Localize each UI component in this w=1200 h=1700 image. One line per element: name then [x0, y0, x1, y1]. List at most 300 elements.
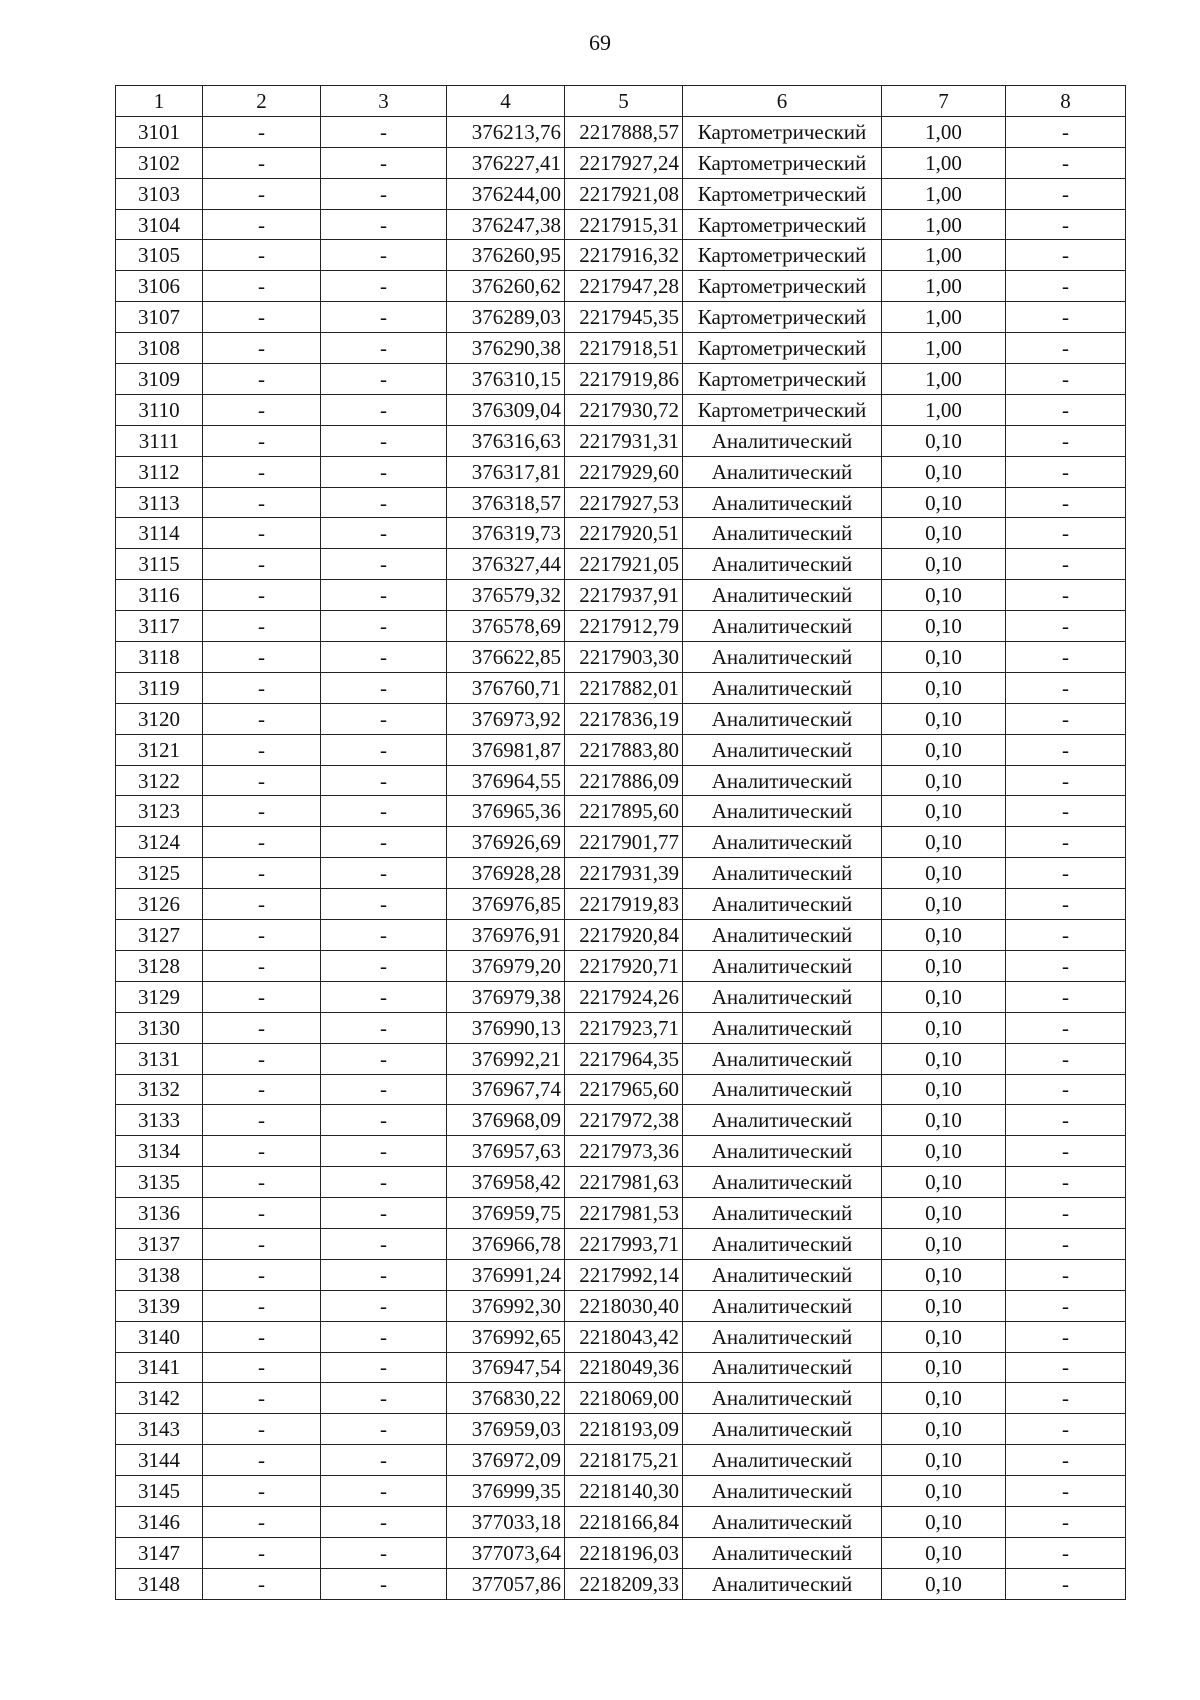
- page-number: 69: [589, 30, 611, 55]
- y-coordinate-cell: 2218049,36: [565, 1352, 683, 1383]
- table-row: [116, 394, 1126, 425]
- col3-cell: -: [321, 1259, 447, 1290]
- accuracy-cell: 0,10: [882, 950, 1006, 981]
- table-row: [116, 456, 1126, 487]
- table-row: [116, 178, 1126, 209]
- accuracy-cell: 0,10: [882, 1445, 1006, 1476]
- point-number-cell: 3137: [116, 1228, 203, 1259]
- method-cell: Аналитический: [683, 672, 882, 703]
- method-cell: Аналитический: [683, 1568, 882, 1599]
- col3-cell: -: [321, 1506, 447, 1537]
- accuracy-cell: 0,10: [882, 642, 1006, 673]
- point-number-cell: 3139: [116, 1290, 203, 1321]
- col8-cell: -: [1006, 394, 1126, 425]
- point-number-cell: 3102: [116, 147, 203, 178]
- col3-cell: -: [321, 1198, 447, 1229]
- table-row: [116, 209, 1126, 240]
- accuracy-cell: 0,10: [882, 672, 1006, 703]
- method-cell: Аналитический: [683, 611, 882, 642]
- col3-cell: -: [321, 827, 447, 858]
- y-coordinate-cell: 2218175,21: [565, 1445, 683, 1476]
- column-header: 8: [1006, 86, 1126, 117]
- y-coordinate-cell: 2217915,31: [565, 209, 683, 240]
- col3-cell: -: [321, 333, 447, 364]
- method-cell: Аналитический: [683, 1290, 882, 1321]
- point-number-cell: 3123: [116, 796, 203, 827]
- col2-cell: -: [203, 1167, 321, 1198]
- y-coordinate-cell: 2217921,08: [565, 178, 683, 209]
- col8-cell: -: [1006, 425, 1126, 456]
- x-coordinate-cell: 376316,63: [447, 425, 565, 456]
- x-coordinate-cell: 376244,00: [447, 178, 565, 209]
- y-coordinate-cell: 2217882,01: [565, 672, 683, 703]
- col8-cell: -: [1006, 1383, 1126, 1414]
- col3-cell: -: [321, 981, 447, 1012]
- x-coordinate-cell: 376227,41: [447, 147, 565, 178]
- accuracy-cell: 0,10: [882, 611, 1006, 642]
- col2-cell: -: [203, 425, 321, 456]
- col8-cell: -: [1006, 1321, 1126, 1352]
- accuracy-cell: 1,00: [882, 178, 1006, 209]
- x-coordinate-cell: 376213,76: [447, 116, 565, 147]
- col3-cell: -: [321, 240, 447, 271]
- y-coordinate-cell: 2217929,60: [565, 456, 683, 487]
- point-number-cell: 3136: [116, 1198, 203, 1229]
- accuracy-cell: 0,10: [882, 1105, 1006, 1136]
- col2-cell: -: [203, 302, 321, 333]
- col2-cell: -: [203, 1259, 321, 1290]
- col3-cell: -: [321, 1290, 447, 1321]
- accuracy-cell: 0,10: [882, 765, 1006, 796]
- col8-cell: -: [1006, 1043, 1126, 1074]
- col8-cell: -: [1006, 796, 1126, 827]
- col8-cell: -: [1006, 1105, 1126, 1136]
- table-row: [116, 549, 1126, 580]
- col2-cell: -: [203, 950, 321, 981]
- y-coordinate-cell: 2217919,86: [565, 364, 683, 395]
- table-row: [116, 1105, 1126, 1136]
- x-coordinate-cell: 376317,81: [447, 456, 565, 487]
- y-coordinate-cell: 2217921,05: [565, 549, 683, 580]
- accuracy-cell: 1,00: [882, 271, 1006, 302]
- table-row: [116, 920, 1126, 951]
- table-row: [116, 1321, 1126, 1352]
- accuracy-cell: 0,10: [882, 1290, 1006, 1321]
- point-number-cell: 3125: [116, 858, 203, 889]
- table-row: [116, 765, 1126, 796]
- method-cell: Аналитический: [683, 765, 882, 796]
- table-row: [116, 1012, 1126, 1043]
- col8-cell: -: [1006, 1198, 1126, 1229]
- col2-cell: -: [203, 364, 321, 395]
- col2-cell: -: [203, 1352, 321, 1383]
- column-header: 6: [683, 86, 882, 117]
- y-coordinate-cell: 2217981,53: [565, 1198, 683, 1229]
- col8-cell: -: [1006, 116, 1126, 147]
- point-number-cell: 3128: [116, 950, 203, 981]
- point-number-cell: 3113: [116, 487, 203, 518]
- y-coordinate-cell: 2217920,71: [565, 950, 683, 981]
- point-number-cell: 3111: [116, 425, 203, 456]
- table-row: [116, 1259, 1126, 1290]
- point-number-cell: 3117: [116, 611, 203, 642]
- col2-cell: -: [203, 1290, 321, 1321]
- method-cell: Картометрический: [683, 209, 882, 240]
- col8-cell: -: [1006, 1476, 1126, 1507]
- col3-cell: -: [321, 147, 447, 178]
- table-row: [116, 1476, 1126, 1507]
- point-number-cell: 3120: [116, 703, 203, 734]
- x-coordinate-cell: 376622,85: [447, 642, 565, 673]
- col8-cell: -: [1006, 302, 1126, 333]
- col3-cell: -: [321, 178, 447, 209]
- col2-cell: -: [203, 333, 321, 364]
- col8-cell: -: [1006, 1167, 1126, 1198]
- table-row: [116, 1228, 1126, 1259]
- method-cell: Аналитический: [683, 703, 882, 734]
- table-row: [116, 611, 1126, 642]
- method-cell: Аналитический: [683, 1414, 882, 1445]
- col2-cell: -: [203, 796, 321, 827]
- y-coordinate-cell: 2217927,53: [565, 487, 683, 518]
- x-coordinate-cell: 376979,20: [447, 950, 565, 981]
- y-coordinate-cell: 2217931,39: [565, 858, 683, 889]
- col2-cell: -: [203, 178, 321, 209]
- method-cell: Аналитический: [683, 827, 882, 858]
- col3-cell: -: [321, 1476, 447, 1507]
- col2-cell: -: [203, 734, 321, 765]
- table-row: [116, 827, 1126, 858]
- accuracy-cell: 1,00: [882, 333, 1006, 364]
- point-number-cell: 3126: [116, 889, 203, 920]
- col3-cell: -: [321, 518, 447, 549]
- accuracy-cell: 0,10: [882, 1228, 1006, 1259]
- col8-cell: -: [1006, 178, 1126, 209]
- accuracy-cell: 0,10: [882, 1074, 1006, 1105]
- col3-cell: -: [321, 1043, 447, 1074]
- col3-cell: -: [321, 1167, 447, 1198]
- y-coordinate-cell: 2217916,32: [565, 240, 683, 271]
- table-row: [116, 1136, 1126, 1167]
- y-coordinate-cell: 2217937,91: [565, 580, 683, 611]
- table-row: [116, 1414, 1126, 1445]
- x-coordinate-cell: 376976,91: [447, 920, 565, 951]
- method-cell: Картометрический: [683, 116, 882, 147]
- point-number-cell: 3138: [116, 1259, 203, 1290]
- col2-cell: -: [203, 642, 321, 673]
- col2-cell: -: [203, 981, 321, 1012]
- col8-cell: -: [1006, 642, 1126, 673]
- x-coordinate-cell: 376830,22: [447, 1383, 565, 1414]
- method-cell: Картометрический: [683, 302, 882, 333]
- method-cell: Аналитический: [683, 858, 882, 889]
- point-number-cell: 3103: [116, 178, 203, 209]
- y-coordinate-cell: 2217981,63: [565, 1167, 683, 1198]
- col3-cell: -: [321, 734, 447, 765]
- table-row: [116, 1352, 1126, 1383]
- method-cell: Аналитический: [683, 580, 882, 611]
- y-coordinate-cell: 2217886,09: [565, 765, 683, 796]
- col8-cell: -: [1006, 1290, 1126, 1321]
- table-row: [116, 1074, 1126, 1105]
- table-row: [116, 858, 1126, 889]
- method-cell: Аналитический: [683, 889, 882, 920]
- col2-cell: -: [203, 271, 321, 302]
- col3-cell: -: [321, 1568, 447, 1599]
- x-coordinate-cell: 376966,78: [447, 1228, 565, 1259]
- accuracy-cell: 0,10: [882, 1506, 1006, 1537]
- x-coordinate-cell: 376578,69: [447, 611, 565, 642]
- col3-cell: -: [321, 364, 447, 395]
- method-cell: Аналитический: [683, 1445, 882, 1476]
- col3-cell: -: [321, 116, 447, 147]
- x-coordinate-cell: 376290,38: [447, 333, 565, 364]
- col8-cell: -: [1006, 1414, 1126, 1445]
- col8-cell: -: [1006, 1259, 1126, 1290]
- method-cell: Аналитический: [683, 456, 882, 487]
- y-coordinate-cell: 2217973,36: [565, 1136, 683, 1167]
- accuracy-cell: 0,10: [882, 858, 1006, 889]
- method-cell: Аналитический: [683, 950, 882, 981]
- y-coordinate-cell: 2217924,26: [565, 981, 683, 1012]
- col8-cell: -: [1006, 364, 1126, 395]
- table-row: [116, 950, 1126, 981]
- y-coordinate-cell: 2217964,35: [565, 1043, 683, 1074]
- y-coordinate-cell: 2218043,42: [565, 1321, 683, 1352]
- col3-cell: -: [321, 1321, 447, 1352]
- point-number-cell: 3129: [116, 981, 203, 1012]
- x-coordinate-cell: 376973,92: [447, 703, 565, 734]
- y-coordinate-cell: 2218193,09: [565, 1414, 683, 1445]
- y-coordinate-cell: 2218069,00: [565, 1383, 683, 1414]
- accuracy-cell: 1,00: [882, 209, 1006, 240]
- accuracy-cell: 0,10: [882, 1414, 1006, 1445]
- y-coordinate-cell: 2217920,51: [565, 518, 683, 549]
- y-coordinate-cell: 2218140,30: [565, 1476, 683, 1507]
- col8-cell: -: [1006, 1074, 1126, 1105]
- accuracy-cell: 0,10: [882, 827, 1006, 858]
- y-coordinate-cell: 2218166,84: [565, 1506, 683, 1537]
- method-cell: Аналитический: [683, 425, 882, 456]
- table-row: [116, 672, 1126, 703]
- point-number-cell: 3142: [116, 1383, 203, 1414]
- col3-cell: -: [321, 1383, 447, 1414]
- accuracy-cell: 0,10: [882, 580, 1006, 611]
- method-cell: Аналитический: [683, 796, 882, 827]
- method-cell: Аналитический: [683, 1074, 882, 1105]
- accuracy-cell: 0,10: [882, 1352, 1006, 1383]
- point-number-cell: 3104: [116, 209, 203, 240]
- col2-cell: -: [203, 209, 321, 240]
- x-coordinate-cell: 377073,64: [447, 1537, 565, 1568]
- x-coordinate-cell: 376992,21: [447, 1043, 565, 1074]
- point-number-cell: 3133: [116, 1105, 203, 1136]
- col8-cell: -: [1006, 271, 1126, 302]
- col2-cell: -: [203, 487, 321, 518]
- accuracy-cell: 0,10: [882, 487, 1006, 518]
- x-coordinate-cell: 376579,32: [447, 580, 565, 611]
- col2-cell: -: [203, 456, 321, 487]
- accuracy-cell: 0,10: [882, 456, 1006, 487]
- point-number-cell: 3146: [116, 1506, 203, 1537]
- point-number-cell: 3105: [116, 240, 203, 271]
- y-coordinate-cell: 2218209,33: [565, 1568, 683, 1599]
- x-coordinate-cell: 376999,35: [447, 1476, 565, 1507]
- col8-cell: -: [1006, 1136, 1126, 1167]
- col8-cell: -: [1006, 1537, 1126, 1568]
- col8-cell: -: [1006, 734, 1126, 765]
- col2-cell: -: [203, 116, 321, 147]
- col2-cell: -: [203, 1136, 321, 1167]
- accuracy-cell: 0,10: [882, 1321, 1006, 1352]
- col8-cell: -: [1006, 1012, 1126, 1043]
- col3-cell: -: [321, 549, 447, 580]
- col8-cell: -: [1006, 1506, 1126, 1537]
- accuracy-cell: 1,00: [882, 147, 1006, 178]
- col8-cell: -: [1006, 981, 1126, 1012]
- col2-cell: -: [203, 1012, 321, 1043]
- method-cell: Картометрический: [683, 240, 882, 271]
- col8-cell: -: [1006, 549, 1126, 580]
- point-number-cell: 3109: [116, 364, 203, 395]
- col3-cell: -: [321, 950, 447, 981]
- col2-cell: -: [203, 1568, 321, 1599]
- table-row: [116, 796, 1126, 827]
- y-coordinate-cell: 2217836,19: [565, 703, 683, 734]
- col3-cell: -: [321, 425, 447, 456]
- table-row: [116, 703, 1126, 734]
- x-coordinate-cell: 376976,85: [447, 889, 565, 920]
- method-cell: Аналитический: [683, 1476, 882, 1507]
- y-coordinate-cell: 2217947,28: [565, 271, 683, 302]
- point-number-cell: 3144: [116, 1445, 203, 1476]
- col8-cell: -: [1006, 827, 1126, 858]
- col3-cell: -: [321, 796, 447, 827]
- table-row: [116, 240, 1126, 271]
- point-number-cell: 3107: [116, 302, 203, 333]
- point-number-cell: 3135: [116, 1167, 203, 1198]
- column-header: 1: [116, 86, 203, 117]
- method-cell: Аналитический: [683, 1136, 882, 1167]
- table-row: [116, 1568, 1126, 1599]
- col2-cell: -: [203, 147, 321, 178]
- col2-cell: -: [203, 1105, 321, 1136]
- y-coordinate-cell: 2218196,03: [565, 1537, 683, 1568]
- y-coordinate-cell: 2217903,30: [565, 642, 683, 673]
- table-row: [116, 1383, 1126, 1414]
- x-coordinate-cell: 376947,54: [447, 1352, 565, 1383]
- x-coordinate-cell: 376309,04: [447, 394, 565, 425]
- table-row: [116, 981, 1126, 1012]
- table-row: [116, 734, 1126, 765]
- accuracy-cell: 0,10: [882, 1259, 1006, 1290]
- point-number-cell: 3131: [116, 1043, 203, 1074]
- table-row: [116, 147, 1126, 178]
- column-header: 4: [447, 86, 565, 117]
- col2-cell: -: [203, 703, 321, 734]
- accuracy-cell: 0,10: [882, 981, 1006, 1012]
- point-number-cell: 3114: [116, 518, 203, 549]
- col2-cell: -: [203, 518, 321, 549]
- method-cell: Аналитический: [683, 1537, 882, 1568]
- table-row: [116, 116, 1126, 147]
- accuracy-cell: 1,00: [882, 302, 1006, 333]
- col3-cell: -: [321, 765, 447, 796]
- accuracy-cell: 1,00: [882, 394, 1006, 425]
- column-header: 5: [565, 86, 683, 117]
- accuracy-cell: 0,10: [882, 549, 1006, 580]
- method-cell: Аналитический: [683, 487, 882, 518]
- col3-cell: -: [321, 920, 447, 951]
- accuracy-cell: 1,00: [882, 116, 1006, 147]
- y-coordinate-cell: 2217992,14: [565, 1259, 683, 1290]
- table-body: [116, 116, 1126, 1599]
- col2-cell: -: [203, 920, 321, 951]
- point-number-cell: 3132: [116, 1074, 203, 1105]
- x-coordinate-cell: 376319,73: [447, 518, 565, 549]
- x-coordinate-cell: 376959,03: [447, 1414, 565, 1445]
- y-coordinate-cell: 2217945,35: [565, 302, 683, 333]
- col3-cell: -: [321, 487, 447, 518]
- method-cell: Картометрический: [683, 147, 882, 178]
- col8-cell: -: [1006, 672, 1126, 703]
- y-coordinate-cell: 2217931,31: [565, 425, 683, 456]
- x-coordinate-cell: 376310,15: [447, 364, 565, 395]
- point-number-cell: 3106: [116, 271, 203, 302]
- col8-cell: -: [1006, 147, 1126, 178]
- col3-cell: -: [321, 1105, 447, 1136]
- col2-cell: -: [203, 889, 321, 920]
- y-coordinate-cell: 2217883,80: [565, 734, 683, 765]
- col8-cell: -: [1006, 487, 1126, 518]
- col3-cell: -: [321, 1074, 447, 1105]
- point-number-cell: 3122: [116, 765, 203, 796]
- y-coordinate-cell: 2217923,71: [565, 1012, 683, 1043]
- point-number-cell: 3127: [116, 920, 203, 951]
- table-row: [116, 1506, 1126, 1537]
- x-coordinate-cell: 376981,87: [447, 734, 565, 765]
- y-coordinate-cell: 2217993,71: [565, 1228, 683, 1259]
- x-coordinate-cell: 376760,71: [447, 672, 565, 703]
- method-cell: Аналитический: [683, 518, 882, 549]
- col2-cell: -: [203, 1445, 321, 1476]
- table-row: [116, 518, 1126, 549]
- column-header: 2: [203, 86, 321, 117]
- col8-cell: -: [1006, 950, 1126, 981]
- method-cell: Картометрический: [683, 178, 882, 209]
- coordinates-table: [115, 85, 1126, 1600]
- col3-cell: -: [321, 580, 447, 611]
- point-number-cell: 3143: [116, 1414, 203, 1445]
- col8-cell: -: [1006, 703, 1126, 734]
- col3-cell: -: [321, 672, 447, 703]
- accuracy-cell: 0,10: [882, 425, 1006, 456]
- point-number-cell: 3147: [116, 1537, 203, 1568]
- table-row: [116, 1290, 1126, 1321]
- accuracy-cell: 0,10: [882, 1012, 1006, 1043]
- col3-cell: -: [321, 1012, 447, 1043]
- x-coordinate-cell: 376318,57: [447, 487, 565, 518]
- method-cell: Аналитический: [683, 1167, 882, 1198]
- point-number-cell: 3140: [116, 1321, 203, 1352]
- method-cell: Аналитический: [683, 1383, 882, 1414]
- method-cell: Картометрический: [683, 271, 882, 302]
- point-number-cell: 3115: [116, 549, 203, 580]
- x-coordinate-cell: 376964,55: [447, 765, 565, 796]
- x-coordinate-cell: 376260,95: [447, 240, 565, 271]
- col8-cell: -: [1006, 240, 1126, 271]
- col3-cell: -: [321, 1414, 447, 1445]
